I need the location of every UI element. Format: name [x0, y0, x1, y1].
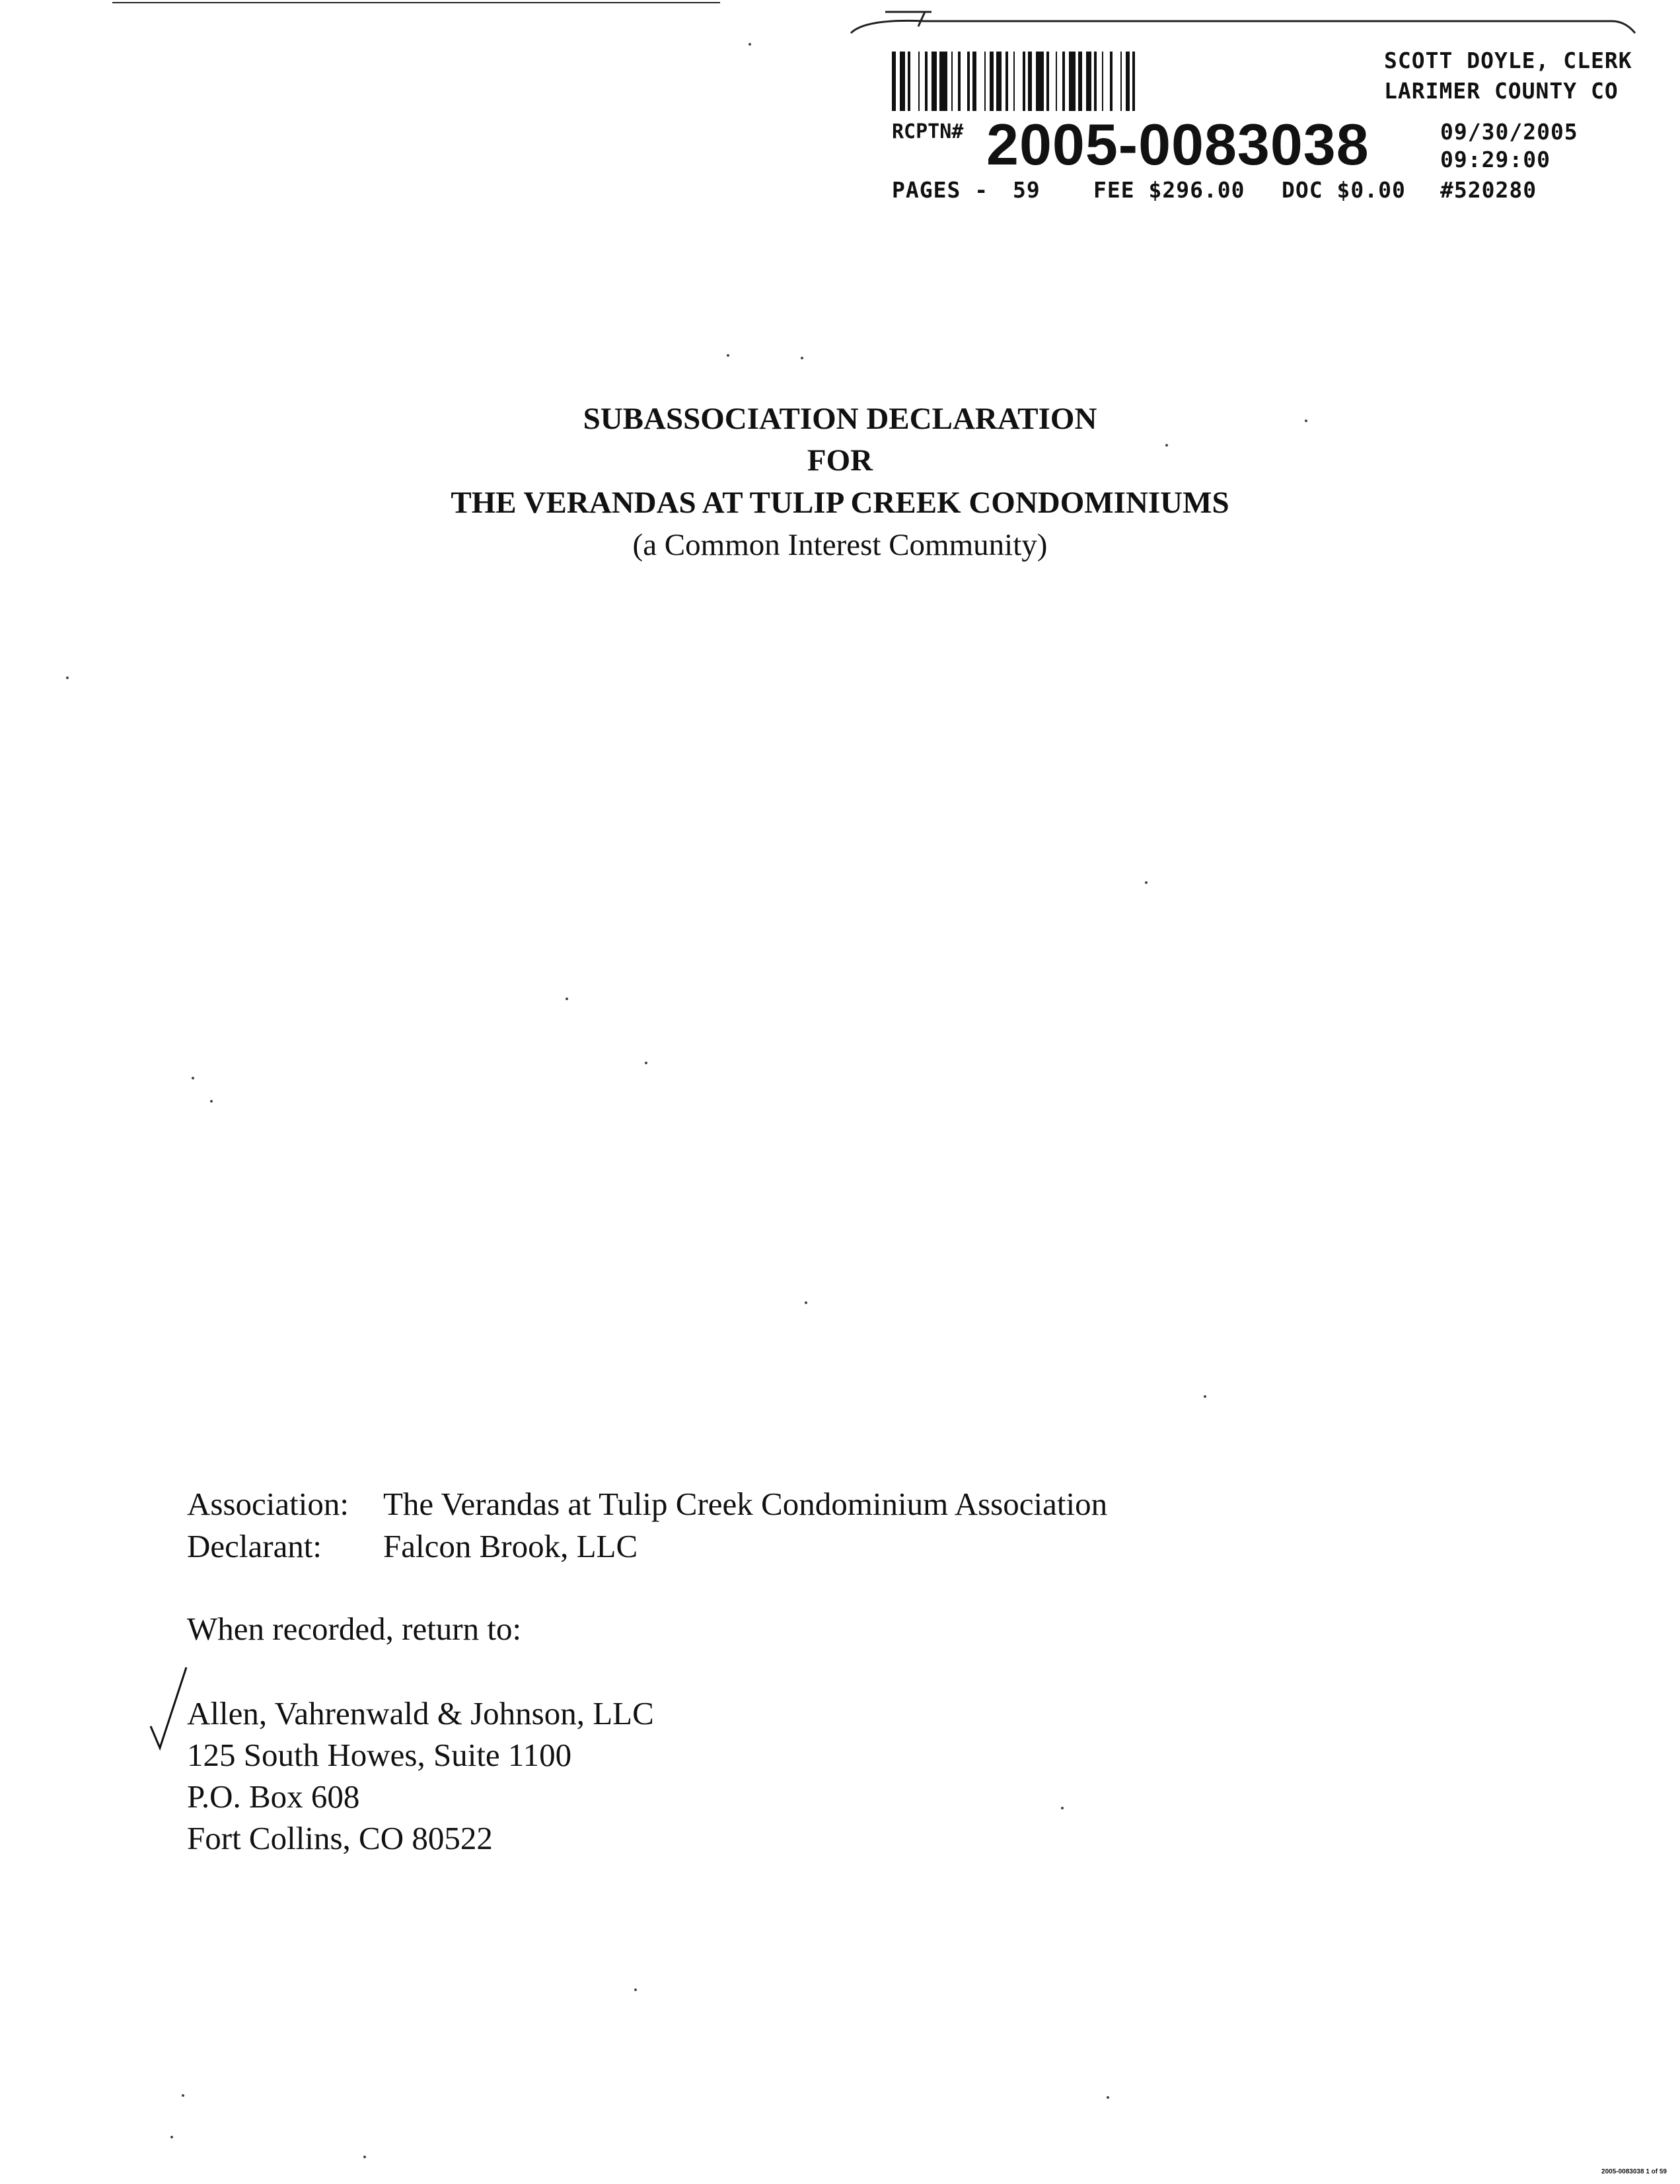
document-title: SUBASSOCIATION DECLARATION	[583, 402, 1097, 436]
return-address-line: 125 South Howes, Suite 1100	[187, 1737, 572, 1773]
scan-speck	[363, 2156, 366, 2158]
association-value: The Verandas at Tulip Creek Condominium Association	[383, 1486, 1108, 1522]
pages-label: PAGES -	[892, 177, 989, 203]
return-heading: When recorded, return to:	[187, 1611, 522, 1647]
scan-speck	[634, 1988, 637, 1991]
declarant-label: Declarant:	[187, 1528, 322, 1564]
scan-speck	[1145, 881, 1148, 884]
document-title-for: FOR	[807, 443, 873, 478]
scan-edge-line-mid	[509, 2, 720, 3]
document-title-project: THE VERANDAS AT TULIP CREEK CONDOMINIUMS	[451, 486, 1229, 520]
scan-speck	[566, 998, 568, 1000]
scan-speck	[805, 1301, 807, 1304]
barcode-icon	[892, 52, 1315, 111]
receipt-label: RCPTN#	[892, 120, 964, 143]
scan-speck	[1061, 1807, 1064, 1809]
doc-fee: DOC $0.00	[1282, 177, 1406, 203]
recording-stamp-border	[846, 7, 1638, 46]
scan-speck	[1165, 444, 1168, 447]
return-address-line: Fort Collins, CO 80522	[187, 1820, 493, 1856]
scan-speck	[210, 1100, 213, 1103]
return-address-line: Allen, Vahrenwald & Johnson, LLC	[187, 1695, 654, 1731]
recording-time: 09:29:00	[1440, 147, 1551, 172]
scan-speck	[66, 676, 69, 679]
declarant-value: Falcon Brook, LLC	[383, 1528, 638, 1564]
scan-speck	[192, 1077, 194, 1079]
document-subtitle: (a Common Interest Community)	[632, 528, 1048, 562]
scan-speck	[170, 2136, 173, 2138]
return-address-line: P.O. Box 608	[187, 1778, 360, 1815]
scan-speck	[1305, 419, 1307, 422]
scan-speck	[1204, 1395, 1206, 1398]
clerk-name: SCOTT DOYLE, CLERK	[1384, 48, 1632, 73]
footer-page-ref: 2005-0083038 1 of 59	[1601, 2168, 1667, 2175]
county-name: LARIMER COUNTY CO	[1384, 78, 1619, 104]
scan-speck	[182, 2094, 184, 2097]
scan-speck	[1107, 2096, 1109, 2099]
scan-speck	[801, 357, 803, 359]
scan-speck	[727, 354, 729, 357]
receipt-number: 2005-0083038	[986, 112, 1370, 177]
association-label: Association:	[187, 1486, 349, 1522]
scan-speck	[749, 43, 751, 46]
pages-value: 59	[1013, 177, 1041, 203]
scan-speck	[645, 1062, 647, 1064]
recording-date: 09/30/2005	[1440, 119, 1578, 145]
recording-fee: FEE $296.00	[1093, 177, 1245, 203]
batch-number: #520280	[1440, 177, 1537, 203]
scan-edge-line-left	[112, 2, 509, 3]
